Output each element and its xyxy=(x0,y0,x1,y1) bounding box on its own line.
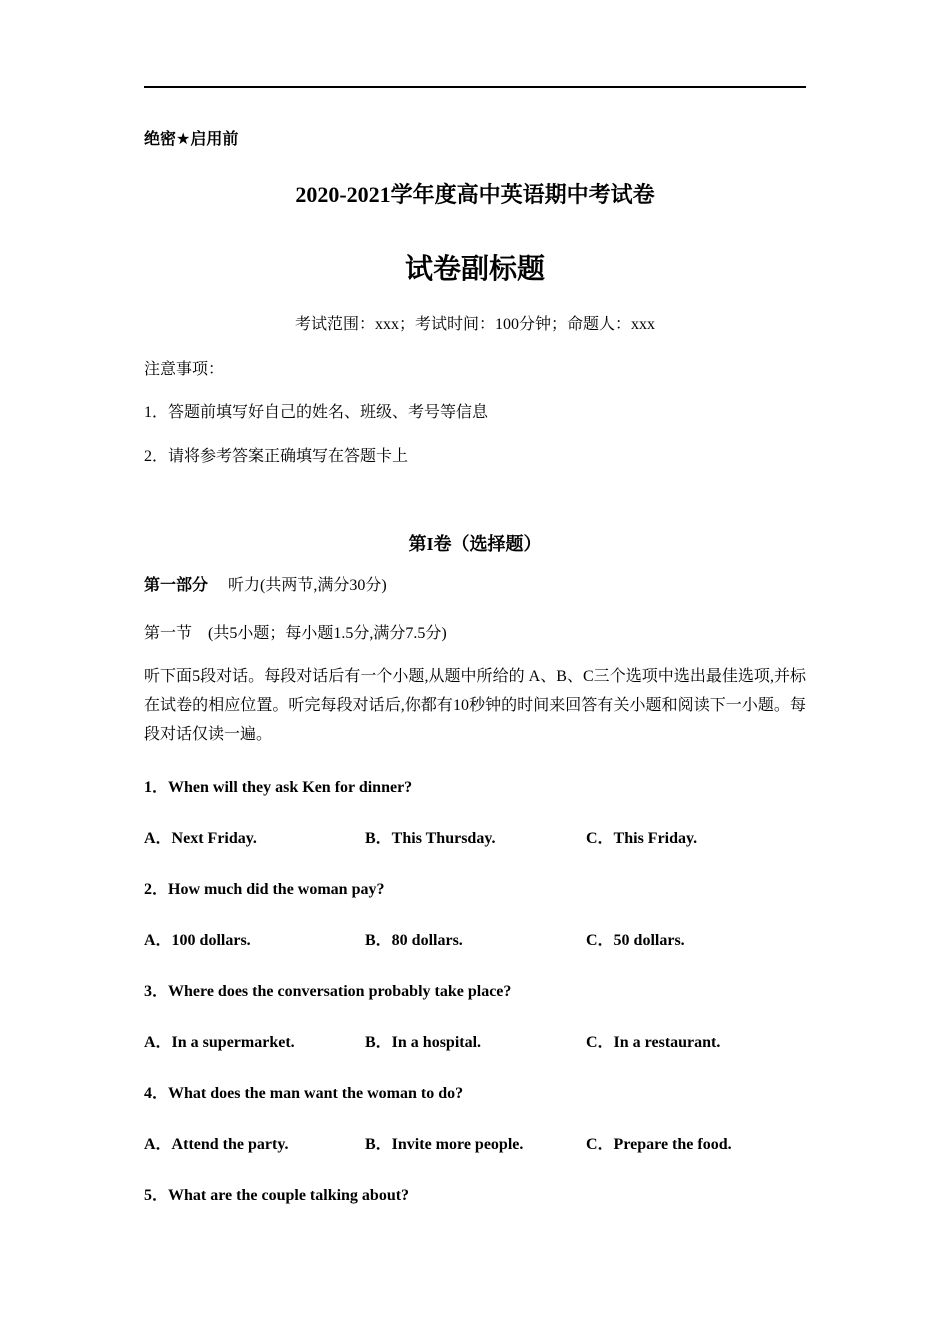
option-c: C．In a restaurant. xyxy=(586,1034,721,1051)
option-a: A．100 dollars. xyxy=(144,932,251,949)
subsection-heading: 第一节 (共5小题；每小题1.5分,满分7.5分) xyxy=(144,625,447,642)
question-text: 1．When will they ask Ken for dinner? xyxy=(144,779,413,796)
question-text: 4．What does the man want the woman to do? xyxy=(144,1085,464,1102)
secret-label: 绝密★启用前 xyxy=(144,129,239,148)
option-b: B．80 dollars. xyxy=(365,932,463,949)
option-b: B．In a hospital. xyxy=(365,1034,482,1051)
instructions-paragraph: 听下面5段对话。每段对话后有一个小题,从题中所给的 A、B、C三个选项中选出最佳选项,并标在试卷的相应位置。听完每段对话后,你都有10秒钟的时间来回答有关小题和阅读下一小题。每段对话仅读一遍。 xyxy=(144,668,806,743)
section-title: 第I卷（选择题） xyxy=(408,534,542,554)
part-desc: 听力(共两节,满分30分) xyxy=(228,577,387,594)
exam-subtitle: 试卷副标题 xyxy=(404,252,545,285)
option-a: A．Attend the party. xyxy=(144,1136,289,1153)
note-item: 2．请将参考答案正确填写在答题卡上 xyxy=(144,448,409,465)
exam-info: 考试范围：xxx；考试时间：100分钟；命题人：xxx xyxy=(294,316,655,333)
question-text: 5．What are the couple talking about? xyxy=(144,1187,410,1204)
note-item: 1．答题前填写好自己的姓名、班级、考号等信息 xyxy=(144,404,489,421)
option-b: B．Invite more people. xyxy=(365,1136,524,1153)
exam-title: 2020-2021学年度高中英语期中考试卷 xyxy=(295,182,655,207)
option-c: C．This Friday. xyxy=(586,830,698,847)
option-a: A．Next Friday. xyxy=(144,830,257,847)
header-rule xyxy=(144,86,806,88)
option-a: A．In a supermarket. xyxy=(144,1034,295,1051)
option-c: C．50 dollars. xyxy=(586,932,685,949)
question-text: 3．Where does the conversation probably take place? xyxy=(144,983,512,1000)
question-text: 2．How much did the woman pay? xyxy=(144,881,385,898)
option-b: B．This Thursday. xyxy=(365,830,496,847)
notes-heading: 注意事项： xyxy=(144,361,225,378)
option-c: C．Prepare the food. xyxy=(586,1136,732,1153)
part-heading xyxy=(144,572,387,595)
part-label: 第一部分 xyxy=(144,577,209,594)
